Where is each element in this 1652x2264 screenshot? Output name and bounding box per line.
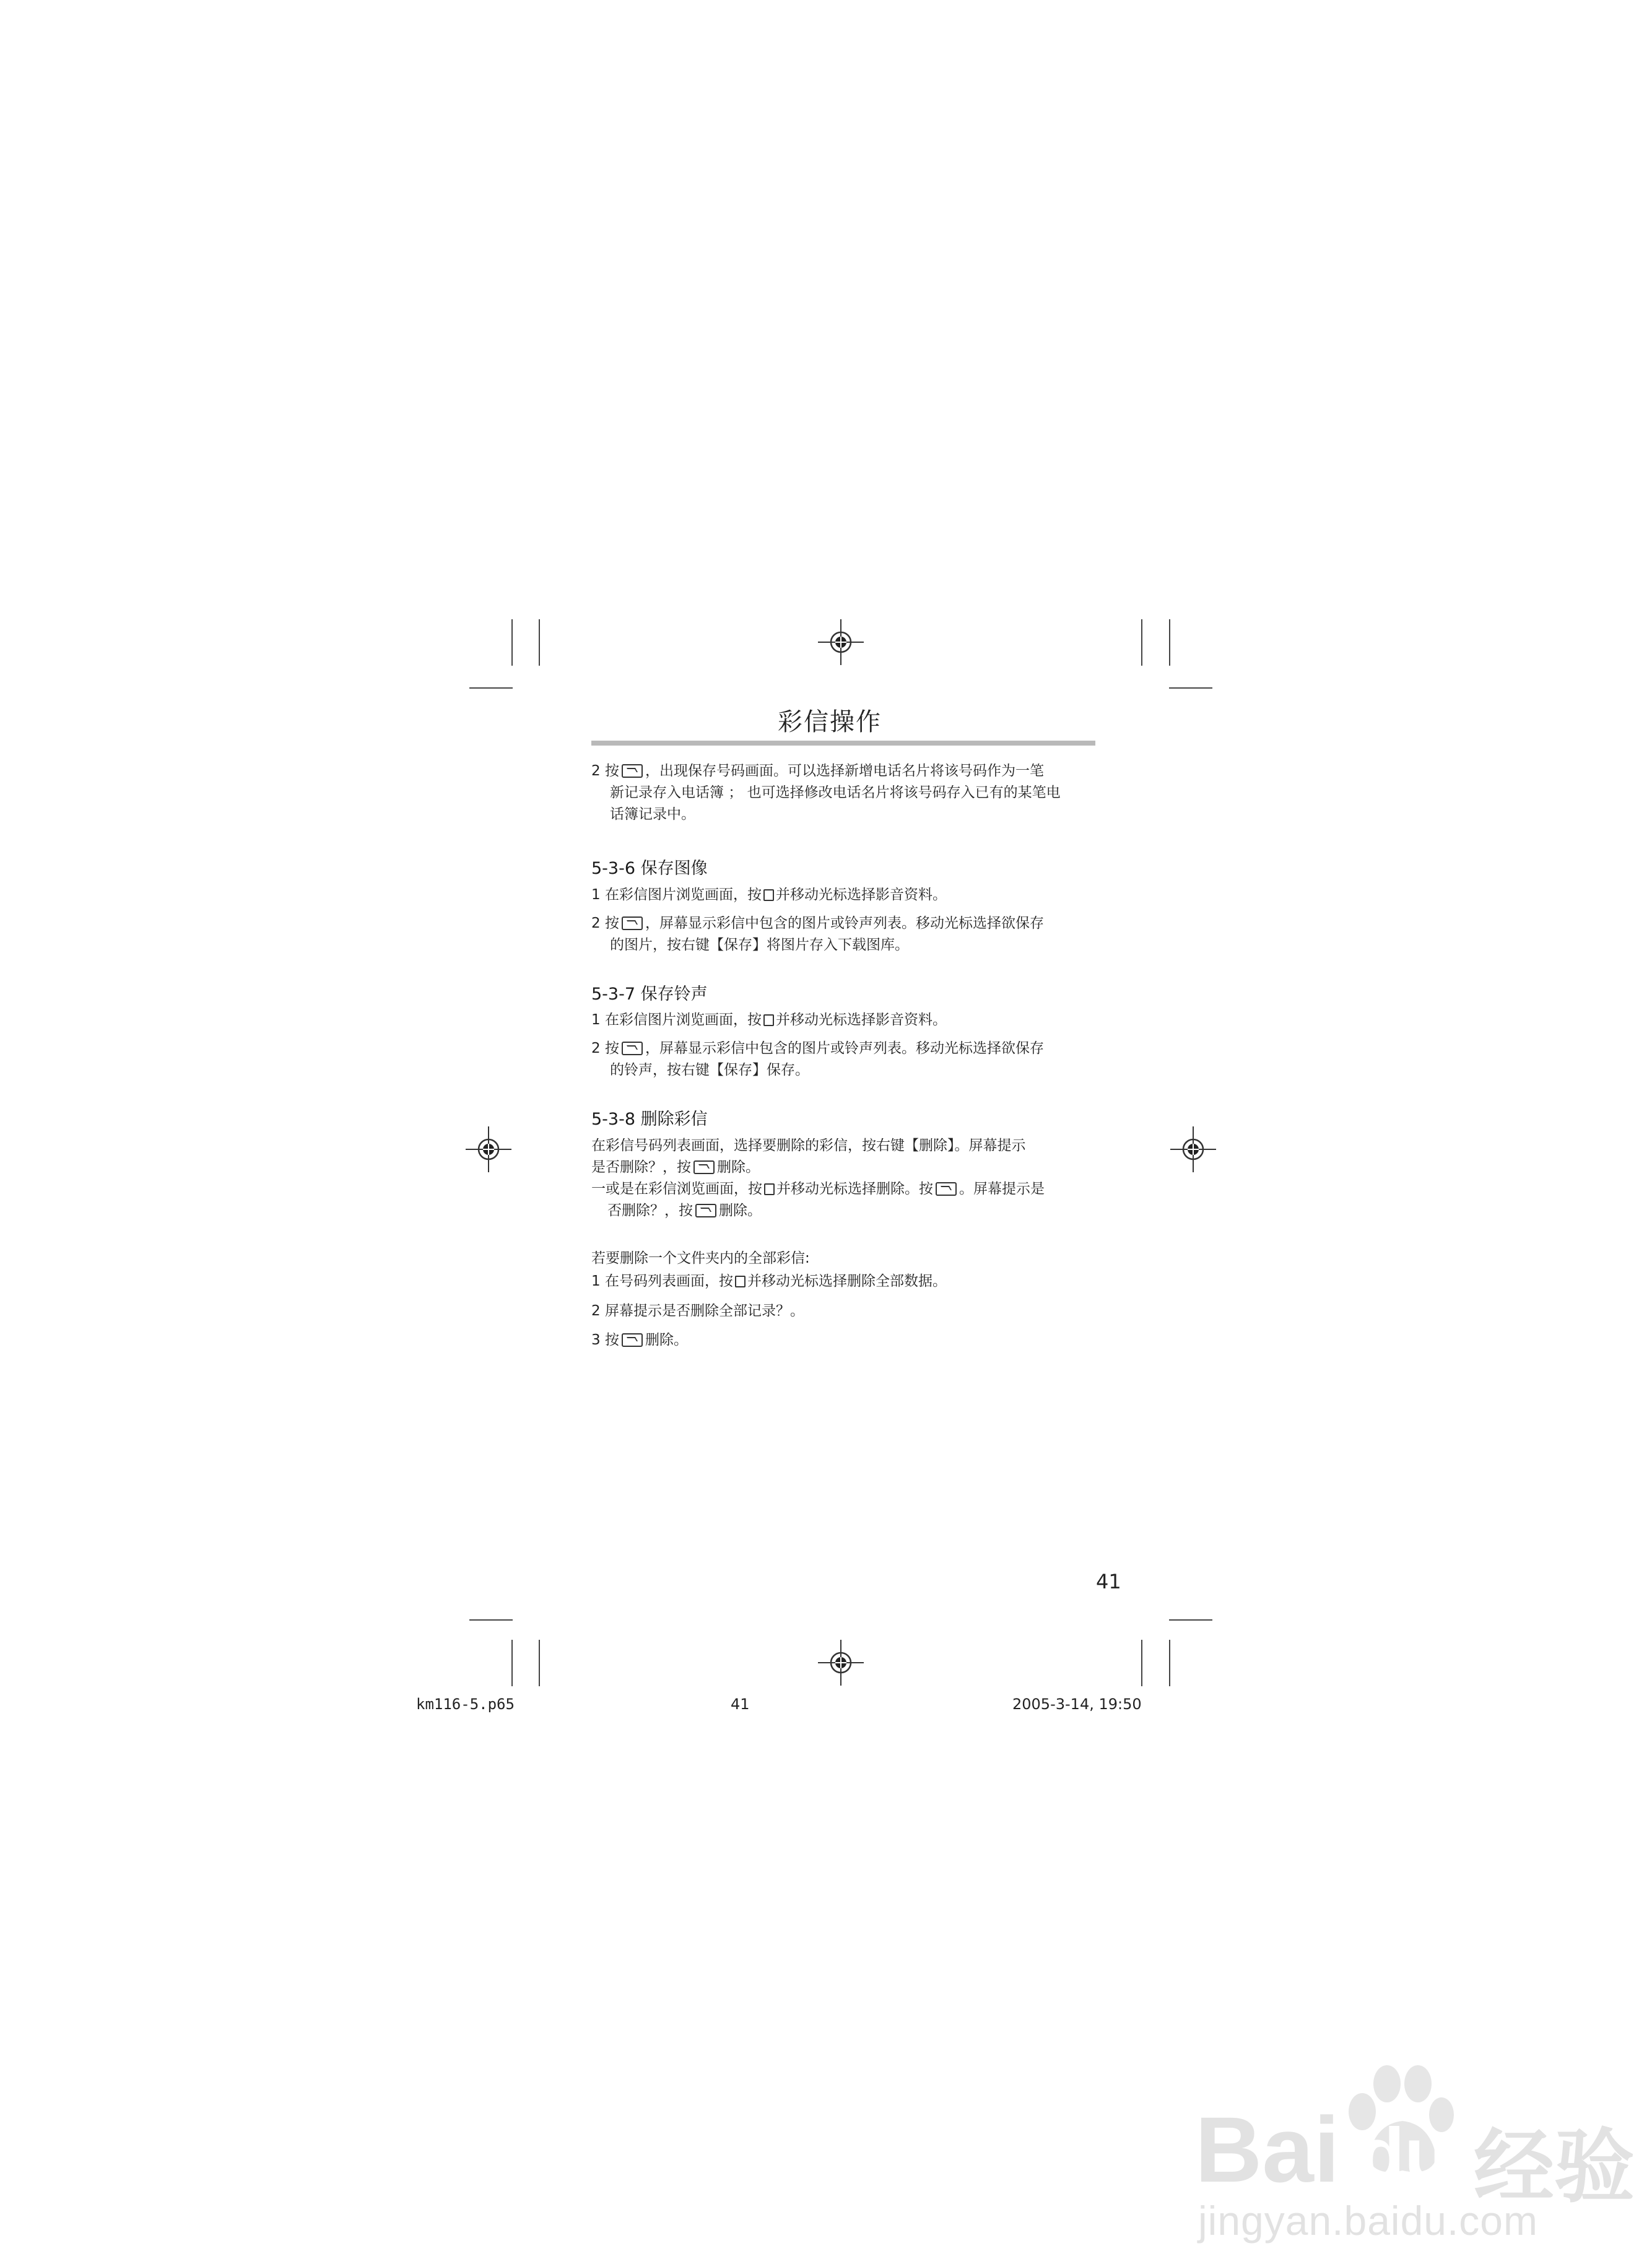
watermark-brand: Bai	[1195, 2097, 1340, 2201]
text: 2 按	[591, 1040, 619, 1056]
step-line	[591, 884, 1105, 906]
page-number: 41	[1096, 1570, 1121, 1593]
registration-mark-icon	[466, 1126, 511, 1172]
text: 删除。	[719, 1203, 762, 1219]
text: 3 按	[591, 1332, 619, 1348]
text: 并移动光标选择影音资料。	[775, 887, 947, 903]
intro-line-3: 话簿记录中。	[610, 806, 695, 822]
text: 2 按	[591, 763, 619, 779]
step-line	[591, 1009, 1105, 1031]
text: 否删除？，按	[607, 1203, 693, 1219]
text: 并移动光标选择删除。按	[776, 1181, 933, 1197]
intro-line-2: 新记录存入电话簿 ； 也可选择修改电话名片将该号码存入已有的某笔电	[610, 785, 1061, 801]
registration-mark-icon	[1170, 1126, 1216, 1172]
text: 删除。	[645, 1332, 688, 1348]
text: 一或是在彩信浏览画面，按	[591, 1181, 762, 1197]
text: 。屏幕提示是	[959, 1181, 1045, 1197]
send-key-icon	[622, 1333, 643, 1347]
registration-mark-icon	[818, 619, 864, 665]
text: ，出现保存号码画面。可以选择新增电话名片将该号码作为一笔	[645, 763, 1044, 779]
text: 并移动光标选择影音资料。	[775, 1012, 947, 1028]
send-key-icon	[693, 1160, 715, 1174]
paragraph-line	[591, 1178, 1105, 1200]
watermark-brand-2: du	[1359, 2113, 1450, 2196]
ok-key-icon	[763, 889, 774, 901]
registration-mark-icon	[818, 1640, 864, 1686]
paragraph-line	[591, 1200, 1121, 1222]
send-key-icon	[695, 1204, 716, 1217]
watermark-url: jingyan.baidu.com	[1198, 2198, 1538, 2244]
ok-key-icon	[764, 1183, 775, 1195]
text: 1 在彩信图片浏览画面，按	[591, 1012, 762, 1028]
step-line	[591, 913, 1105, 934]
send-key-icon	[622, 764, 643, 778]
step-line	[591, 1330, 1105, 1351]
text: 1 在号码列表画面，按	[591, 1273, 733, 1289]
text: 删除。	[717, 1159, 760, 1175]
step-line: 的图片，按右键【保存】将图片存入下载图库。	[610, 937, 909, 953]
section-heading-538: 5-3-8 删除彩信	[591, 1110, 708, 1129]
title-rule	[591, 741, 1095, 746]
send-key-icon	[936, 1182, 957, 1196]
footer-file: km116-5.p65	[416, 1696, 515, 1713]
send-key-icon	[622, 916, 643, 930]
send-key-icon	[622, 1042, 643, 1055]
section-heading-536: 5-3-6 保存图像	[591, 859, 708, 878]
step-line	[591, 1271, 1105, 1292]
paragraph-line	[591, 1157, 1105, 1178]
footer-datetime: 2005-3-14, 19:50	[1012, 1696, 1142, 1713]
page-title: 彩信操作	[778, 708, 882, 736]
paragraph-line: 在彩信号码列表画面，选择要删除的彩信，按右键【删除】。屏幕提示	[591, 1138, 1026, 1154]
text: 是否删除？，按	[591, 1159, 691, 1175]
intro-line-1	[591, 760, 1105, 782]
ok-key-icon	[735, 1276, 746, 1287]
paragraph-line: 若要删除一个文件夹内的全部彩信:	[591, 1250, 810, 1266]
ok-key-icon	[763, 1014, 774, 1026]
text: 2 按	[591, 915, 619, 931]
step-line: 2 屏幕提示是否删除全部记录？。	[591, 1303, 804, 1319]
watermark-cn: 经验	[1474, 2120, 1635, 2214]
text: ，屏幕显示彩信中包含的图片或铃声列表。移动光标选择欲保存	[645, 1040, 1044, 1056]
text: ，屏幕显示彩信中包含的图片或铃声列表。移动光标选择欲保存	[645, 915, 1044, 931]
step-line	[591, 1038, 1105, 1060]
section-heading-537: 5-3-7 保存铃声	[591, 985, 708, 1004]
footer-page: 41	[731, 1696, 750, 1713]
text: 1 在彩信图片浏览画面，按	[591, 887, 762, 903]
step-line: 的铃声，按右键【保存】保存。	[610, 1062, 809, 1078]
text: 并移动光标选择删除全部数据。	[747, 1273, 947, 1289]
